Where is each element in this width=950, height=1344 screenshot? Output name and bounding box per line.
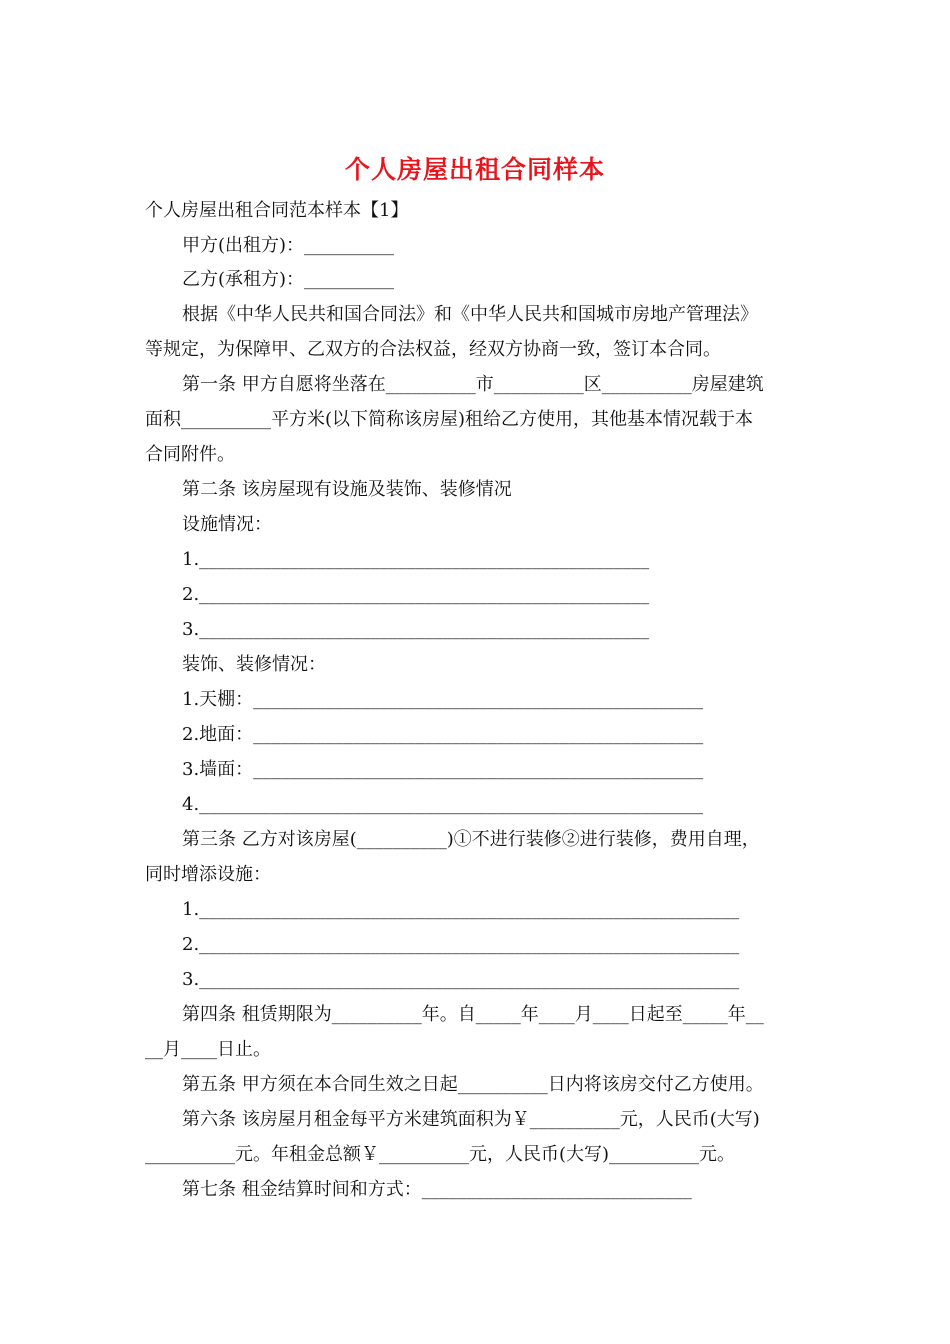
party-b-line: 乙方(承租方)：__________ <box>182 269 395 290</box>
paragraph-line: __月____日止。 <box>145 1039 271 1060</box>
article-6-line: 第六条 该房屋月租金每平方米建筑面积为￥__________元，人民币(大写) <box>182 1109 760 1130</box>
paragraph-line: 面积__________平方米(以下简称该房屋)租给乙方使用，其他基本情况载于本 <box>145 409 754 430</box>
paragraph-line: 合同附件。 <box>145 444 235 465</box>
subtitle-line: 个人房屋出租合同范本样本【1】 <box>145 200 409 221</box>
article-2-line: 第二条 该房屋现有设施及装饰、装修情况 <box>182 479 512 500</box>
section-heading: 设施情况： <box>182 514 272 535</box>
section-heading: 装饰、装修情况： <box>182 654 326 675</box>
blank-item: 2.地面：__________________________________________________ <box>182 724 704 745</box>
paragraph-line: 同时增添设施： <box>145 864 271 885</box>
blank-item: 2.____________________________________________________________ <box>182 934 740 955</box>
document-title: 个人房屋出租合同样本 <box>344 155 605 184</box>
blank-item: 1.____________________________________________________________ <box>182 899 740 920</box>
paragraph-line: 根据《中华人民共和国合同法》和《中华人民共和国城市房地产管理法》 <box>182 304 758 325</box>
article-1-line: 第一条 甲方自愿将坐落在__________市__________区__________房屋建筑 <box>182 374 764 395</box>
article-7-line: 第七条 租金结算时间和方式：______________________________ <box>182 1179 692 1200</box>
paragraph-line: 等规定，为保障甲、乙双方的合法权益，经双方协商一致，签订本合同。 <box>145 339 721 360</box>
blank-item: 1.__________________________________________________ <box>182 549 650 570</box>
blank-item: 3.____________________________________________________________ <box>182 969 740 990</box>
blank-item: 3.__________________________________________________ <box>182 619 650 640</box>
blank-item: 2.__________________________________________________ <box>182 584 650 605</box>
party-a-line: 甲方(出租方)：__________ <box>182 235 395 256</box>
paragraph-line: __________元。年租金总额￥__________元，人民币(大写)__________元。 <box>145 1144 736 1165</box>
blank-item: 1.天棚：__________________________________________________ <box>182 689 704 710</box>
blank-item: 4.________________________________________________________ <box>182 794 704 815</box>
article-3-line: 第三条 乙方对该房屋(__________)①不进行装修②进行装修，费用自理， <box>182 829 760 850</box>
article-5-line: 第五条 甲方须在本合同生效之日起__________日内将该房交付乙方使用。 <box>182 1074 764 1095</box>
blank-item: 3.墙面：__________________________________________________ <box>182 759 704 780</box>
article-4-line: 第四条 租赁期限为__________年。自_____年____月____日起至_____年__ <box>182 1004 764 1025</box>
